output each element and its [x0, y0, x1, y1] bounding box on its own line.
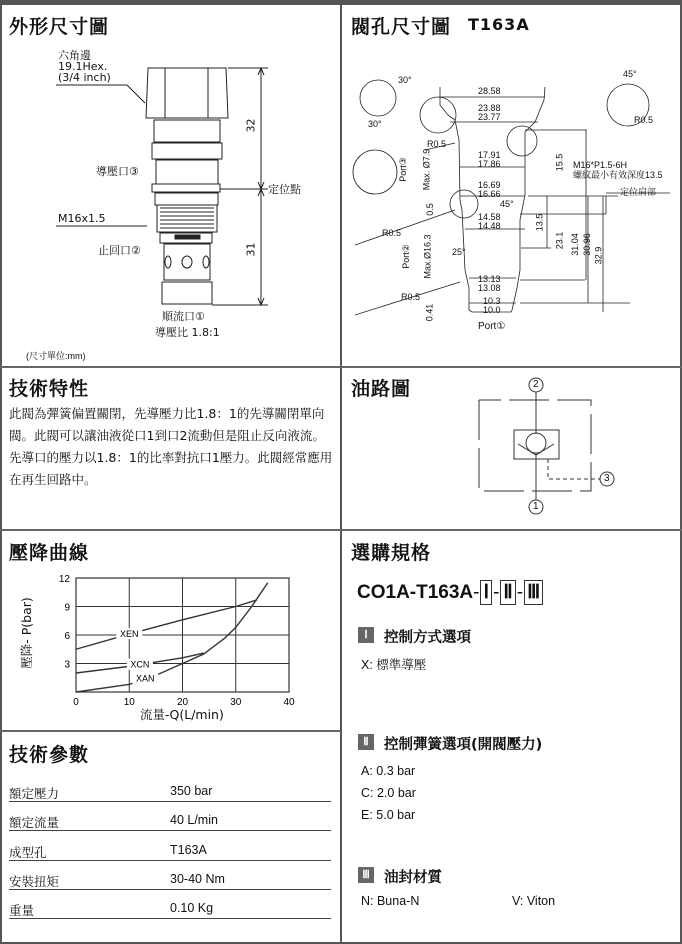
- pilot-port-label: 導壓口③: [96, 165, 139, 178]
- cavity-code: T163A: [468, 15, 530, 34]
- x-tick-label: 10: [123, 697, 135, 708]
- param-value: T163A: [170, 842, 207, 857]
- dim-16-66: 16.66: [478, 189, 501, 199]
- param-row: [9, 872, 331, 890]
- y-tick-label: 3: [64, 659, 70, 671]
- dim-30-96: 30.96: [581, 233, 592, 256]
- angle-45-inner: 45°: [500, 199, 514, 209]
- radius-r05-b: R0.5: [382, 228, 402, 238]
- model-slot-1: Ⅰ: [480, 580, 492, 605]
- dim-14-58: 14.58: [478, 212, 501, 222]
- section-1-option: X: 標準導壓: [361, 658, 427, 672]
- features-title: 技術特性: [9, 378, 90, 400]
- y-axis-label: 壓降- P(bar): [18, 597, 34, 669]
- order-title: 選購規格: [351, 542, 432, 564]
- param-row: [9, 901, 331, 919]
- section-2-title: 控制彈簧選項(開閥壓力): [384, 737, 543, 753]
- port2-label: Port②: [400, 244, 411, 269]
- hex-label: 六角邊: [58, 49, 91, 62]
- section-2-badge: Ⅱ: [358, 734, 374, 750]
- param-row: [9, 843, 331, 861]
- dim-31-04: 31.04: [569, 233, 580, 256]
- sep: -: [516, 582, 524, 603]
- dim-13-08: 13.08: [478, 283, 501, 293]
- dim-0-41: 0.41: [424, 303, 435, 322]
- angle-30-left: 30°: [368, 119, 382, 129]
- pilot-ratio: 導壓比 1.8:1: [155, 326, 220, 339]
- check-port-label: 止回口②: [98, 244, 141, 257]
- dim-23-1: 23.1: [554, 231, 565, 250]
- model-code: [357, 580, 544, 605]
- flow-port-label: 順流口①: [162, 310, 205, 323]
- dim-13-5: 13.5: [534, 213, 545, 232]
- section-1-title: 控制方式選項: [384, 630, 471, 646]
- dim-31: 31: [244, 242, 258, 257]
- angle-30-top: 30°: [398, 75, 412, 85]
- model-slot-3: Ⅲ: [524, 580, 543, 605]
- series-label-xen: XEN: [119, 629, 139, 640]
- dim-28-58: 28.58: [478, 86, 501, 96]
- param-value: 0.10 Kg: [170, 901, 214, 916]
- option-n: N: Buna-N: [361, 894, 420, 908]
- option-v: V: Viton: [512, 894, 556, 908]
- series-line-xan: [76, 583, 268, 692]
- angle-45-right: 45°: [623, 69, 637, 79]
- port1-label: Port①: [478, 321, 506, 332]
- section-1-badge: Ⅰ: [358, 627, 374, 643]
- section-3-badge: Ⅲ: [358, 867, 374, 883]
- x-tick-label: 30: [230, 697, 242, 708]
- shoulder-label: 定位肩部: [620, 187, 657, 197]
- dim-23-88: 23.88: [478, 103, 501, 113]
- y-tick-label: 6: [64, 631, 70, 642]
- param-label: 重量: [9, 904, 35, 919]
- cavity-title: 閥孔尺寸圖: [351, 16, 452, 38]
- dim-16-69: 16.69: [478, 180, 501, 190]
- param-row: [9, 784, 331, 802]
- thread-depth: 螺紋最小有效深度13.5: [573, 170, 663, 180]
- hex-inch: (3/4 inch): [58, 71, 111, 84]
- param-label: 安裝扭矩: [9, 874, 60, 889]
- param-label: 成型孔: [9, 845, 47, 860]
- dim-14-48: 14.48: [478, 221, 501, 231]
- series-label-xcn: XCN: [130, 659, 150, 670]
- port-3-label: 3: [604, 473, 610, 484]
- model-slot-2: Ⅱ: [500, 580, 515, 605]
- unit-note: (尺寸單位:mm): [26, 351, 86, 361]
- curve-title: 壓降曲線: [9, 542, 90, 564]
- param-row: [9, 813, 331, 831]
- x-axis-label: 流量-Q(L/min): [140, 707, 224, 722]
- x-tick-label: 20: [176, 697, 189, 708]
- circuit-title: 油路圖: [351, 378, 412, 400]
- param-label: 額定流量: [9, 816, 60, 831]
- outline-title: 外形尺寸圖: [9, 16, 110, 38]
- series-label-xan: XAN: [135, 673, 155, 684]
- option-c: C: 2.0 bar: [361, 786, 416, 800]
- dim-32: 32: [244, 118, 258, 133]
- angle-25: 25°: [452, 247, 466, 257]
- dim-10-0: 10.0: [483, 305, 501, 315]
- dim-17-86: 17.86: [478, 159, 501, 169]
- y-tick-label: 12: [58, 574, 70, 585]
- thread-spec: M16*P1.5-6H: [573, 160, 628, 170]
- dim-10-3: 10.3: [483, 296, 501, 306]
- dim-17-91: 17.91: [478, 150, 501, 160]
- port-2-label: 2: [533, 379, 539, 390]
- dim-23-77: 23.77: [478, 112, 501, 122]
- radius-r05-d: R0.5: [634, 115, 654, 125]
- port3-max-dia: Max. Ø7.9: [421, 148, 432, 191]
- dim-0-5: 0.5: [424, 203, 435, 216]
- section-3-title: 油封材質: [384, 870, 442, 886]
- port2-max-dia: Max.Ø16.3: [422, 234, 433, 279]
- locate-point: 定位點: [268, 183, 301, 196]
- series-line-xen: [76, 600, 257, 649]
- param-value: 350 bar: [170, 784, 213, 798]
- option-e: E: 5.0 bar: [361, 808, 416, 822]
- features-text: 此閥為彈簧偏置關閉，先導壓力比1.8：1的先導關閉單向閥。此閥可以讓油液從口1到口2流動但是阻止反向液流。先導口的壓力以1.8：1的比率對抗口1壓力。此閥經常應用在再生回路中。: [9, 406, 333, 487]
- model-base: CO1A-T163A: [357, 582, 474, 603]
- dim-13-13: 13.13: [478, 274, 501, 284]
- dim-32-9: 32.9: [593, 246, 604, 265]
- sep: -: [473, 582, 480, 603]
- radius-r05-a: R0.5: [427, 139, 447, 149]
- pressure-drop-chart: [0, 0, 341, 730]
- radius-r05-c: R0.5: [401, 292, 421, 302]
- param-value: 30-40 Nm: [170, 871, 225, 886]
- x-tick-label: 0: [73, 697, 79, 708]
- y-tick-label: 9: [64, 602, 70, 614]
- option-a: A: 0.3 bar: [361, 764, 416, 778]
- port-1-label: 1: [533, 501, 539, 512]
- thread-label: M16x1.5: [58, 212, 106, 225]
- param-value: 40 L/min: [170, 813, 218, 828]
- sep: -: [493, 582, 500, 603]
- x-tick-label: 40: [283, 697, 295, 708]
- row-divider: [0, 730, 341, 732]
- params-title: 技術參數: [9, 744, 90, 766]
- hex-size: 19.1Hex.: [58, 60, 108, 73]
- port3-label: Port③: [397, 157, 408, 182]
- param-label: 額定壓力: [9, 787, 60, 801]
- dim-15-5: 15.5: [554, 153, 565, 172]
